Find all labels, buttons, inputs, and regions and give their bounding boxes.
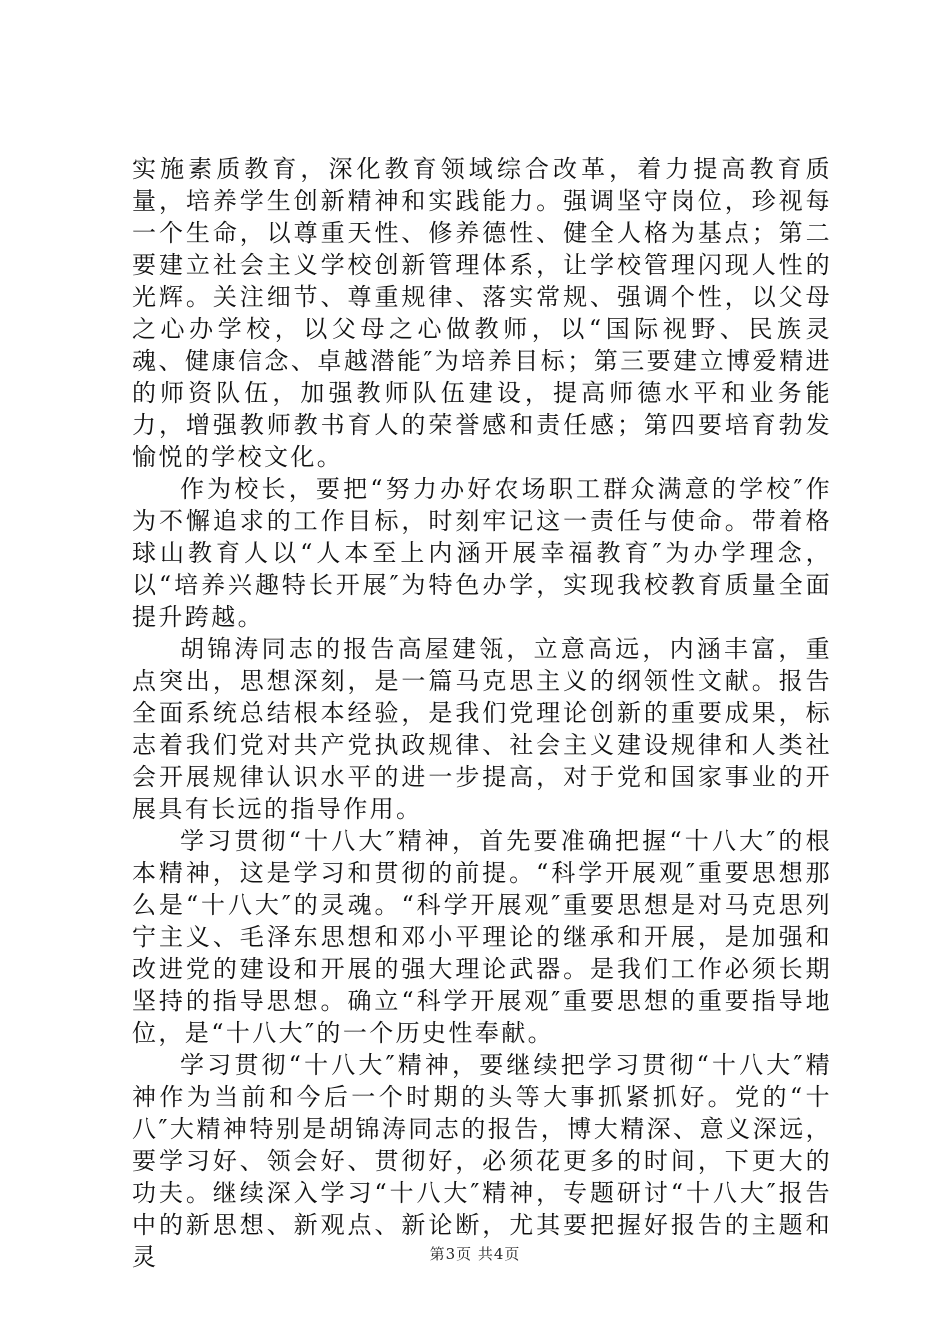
body-text — [132, 153, 832, 1273]
paragraph-continued: 实施素质教育，深化教育领域综合改革，着力提高教育质量，培养学生创新精神和实践能力。强调坚守岗位，珍视每一个生命，以尊重天性、修养德性、健全人格为基点；第二要建立社会主义学校创新管理体系，让学校管理闪现人性的光辉。关注细节、尊重规律、落实常规、强调个性，以父母之心办学校，以父母之心做教师，以“国际视野、民族灵魂、健康信念、卓越潜能″为培养目标；第三要建立博爱精进的师资队伍，加强教师队伍建设，提高师德水平和业务能力，增强教师教书育人的荣誉感和责任感；第四要培育勃发愉悦的学校文化。 — [132, 155, 832, 471]
paragraph-principal-goal: 作为校长，要把“努力办好农场职工群众满意的学校″作为不懈追求的工作目标，时刻牢记这一责任与使命。带着格球山教育人以“人本至上内涵开展幸福教育″为办学理念，以“培养兴趣特长开展″为特色办学，实现我校教育质量全面提升跨越。 — [132, 475, 832, 631]
paragraph-continue-study: 学习贯彻“十八大″精神，要继续把学习贯彻“十八大″精神作为当前和今后一个时期的头等大事抓紧抓好。党的“十八″大精神特别是胡锦涛同志的报告，博大精深、意义深远，要学习好、领会好、贯彻好，必须花更多的时间，下更大的功夫。继续深入学习“十八大″精神，专题研讨“十八大″报告中的新思想、新观点、新论断，尤其要把握好报告的主题和灵 — [132, 1051, 832, 1271]
paragraph-report-review: 胡锦涛同志的报告高屋建瓴，立意高远，内涵丰富，重点突出，思想深刻，是一篇马克思主义的纲领性文献。报告全面系统总结根本经验，是我们党理论创新的重要成果，标志着我们党对共产党执政规律、社会主义建设规律和人类社会开展规律认识水平的进一步提高，对于党和国家事业的开展具有长远的指导作用。 — [132, 635, 832, 823]
page-number-footer: 第3页 共4页 — [429, 1245, 521, 1263]
paragraph-spirit-study: 学习贯彻“十八大″精神，首先要准确把握“十八大″的根本精神，这是学习和贯彻的前提。“科学开展观″重要思想那么是“十八大″的灵魂。“科学开展观″重要思想是对马克思列宁主义、毛泽东思想和邓小平理论的继承和开展，是加强和改进党的建设和开展的强大理论武器。是我们工作必须长期坚持的指导思想。确立“科学开展观″重要思想的重要指导地位，是“十八大″的一个历史性奉献。 — [132, 827, 832, 1047]
